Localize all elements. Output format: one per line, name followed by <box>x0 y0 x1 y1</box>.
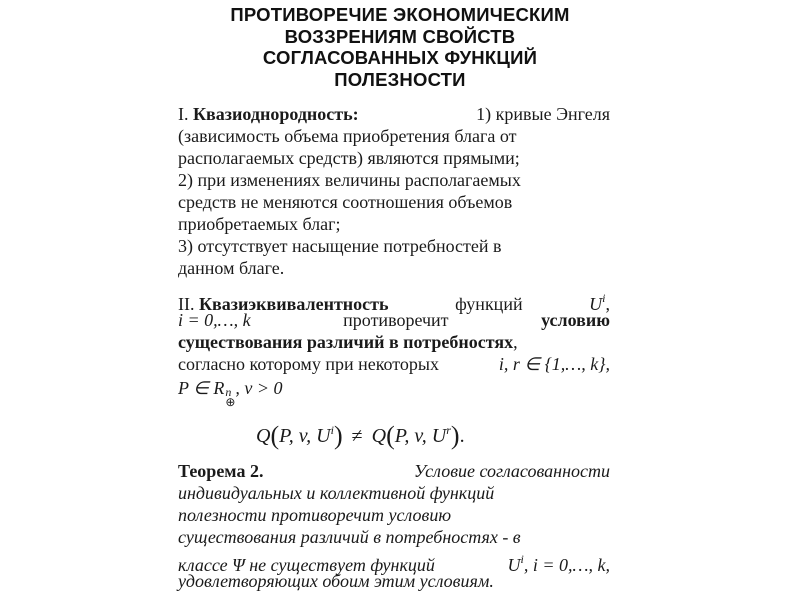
title-line: ПРОТИВОРЕЧИЕ ЭКОНОМИЧЕСКИМ <box>230 4 570 25</box>
math-run <box>508 548 611 576</box>
text-line <box>178 331 610 353</box>
text-line: 3) отсутствует насыщение потребностей в <box>178 236 502 256</box>
formula <box>256 421 465 451</box>
paren-left: ( <box>386 421 395 450</box>
text-line: индивидуальных и коллективной функций <box>178 483 495 503</box>
section-quasi-homogeneity <box>178 103 610 279</box>
title-line: СОГЛАСОВАННЫХ ФУНКЦИЙ <box>262 47 538 68</box>
text-line <box>178 548 610 575</box>
math-superscript: r <box>446 423 451 437</box>
paren-right: ) <box>450 421 460 450</box>
theorem-label: Теорема 2. <box>178 461 264 481</box>
text-line: полезности противоречит условию <box>178 505 452 525</box>
text-line: приобретаемых благ; <box>178 214 341 234</box>
text-run: противоречит <box>343 310 449 330</box>
math-set: i, r ∈ {1,…, k}, <box>498 354 610 374</box>
math-superscript: i <box>602 291 606 305</box>
math-superscript: n <box>225 385 232 399</box>
math-args: P, v, U <box>279 425 331 447</box>
text-run: Условие согласованности <box>413 461 610 481</box>
math-symbol: U <box>507 555 521 575</box>
bold-run: существования различий в потребностях <box>178 332 514 352</box>
text-line <box>178 377 610 409</box>
math-range: , i = 0,…, k, <box>523 555 610 575</box>
text-line: удовлетворяющих обоим этим условиям. <box>178 571 494 591</box>
math-symbol: U <box>589 294 603 314</box>
text-run: классе Ψ не существует функций <box>178 555 435 575</box>
section-heading: Квазиэквивалентность <box>199 294 389 314</box>
title-line: ПОЛЕЗНОСТИ <box>334 68 466 90</box>
text-line <box>178 353 610 375</box>
section-quasi-equivalence <box>178 287 610 409</box>
punctuation: , <box>605 294 610 314</box>
math-symbol: P ∈ R <box>178 378 225 398</box>
text-line <box>178 103 610 125</box>
math-subscript: ⊕ <box>225 395 236 409</box>
math-superscript: i <box>330 423 334 437</box>
text-line: средств не меняются соотношения объемов <box>178 192 513 212</box>
math-symbol: Q <box>371 425 387 447</box>
math-range: i = 0,…, k <box>178 310 251 330</box>
math-run <box>178 377 283 407</box>
text-line: существования различий в потребностях - в <box>178 527 521 547</box>
punctuation: , <box>513 332 518 352</box>
text-run <box>178 103 359 125</box>
text-line: данном благе. <box>178 258 285 278</box>
text-line <box>178 309 610 331</box>
slide-title <box>150 4 650 90</box>
title-line: ВОЗЗРЕНИЯМ СВОЙСТВ <box>284 25 516 47</box>
math-superscript: i <box>520 552 524 566</box>
section-numeral: I. <box>178 104 189 124</box>
text-line: (зависимость объема приобретения блага от <box>178 126 517 146</box>
section-heading: Квазиоднородность: <box>193 104 359 124</box>
text-run: функций <box>455 294 523 314</box>
not-equal-sign: ≠ <box>351 425 363 447</box>
text-run: условию <box>541 310 610 330</box>
text-line: 2) при изменениях величины располагаемых <box>178 170 521 190</box>
text-line <box>178 287 610 314</box>
math-args: P, v, U <box>394 425 447 447</box>
math-symbol: Q <box>256 425 271 447</box>
theorem-block <box>178 460 610 592</box>
math-condition: , v > 0 <box>235 378 283 398</box>
text-run: 1) кривые Энгеля <box>476 104 610 124</box>
punctuation: . <box>459 425 465 447</box>
text-line: располагаемых средств) являются прямыми; <box>178 148 520 168</box>
text-run <box>178 331 518 353</box>
paren-right: ) <box>333 421 343 450</box>
math-scripts <box>225 387 235 407</box>
paren-left: ( <box>270 421 280 450</box>
section-numeral: II. <box>178 294 195 314</box>
text-line <box>178 460 610 482</box>
text-run: согласно которому при некоторых <box>178 354 440 374</box>
